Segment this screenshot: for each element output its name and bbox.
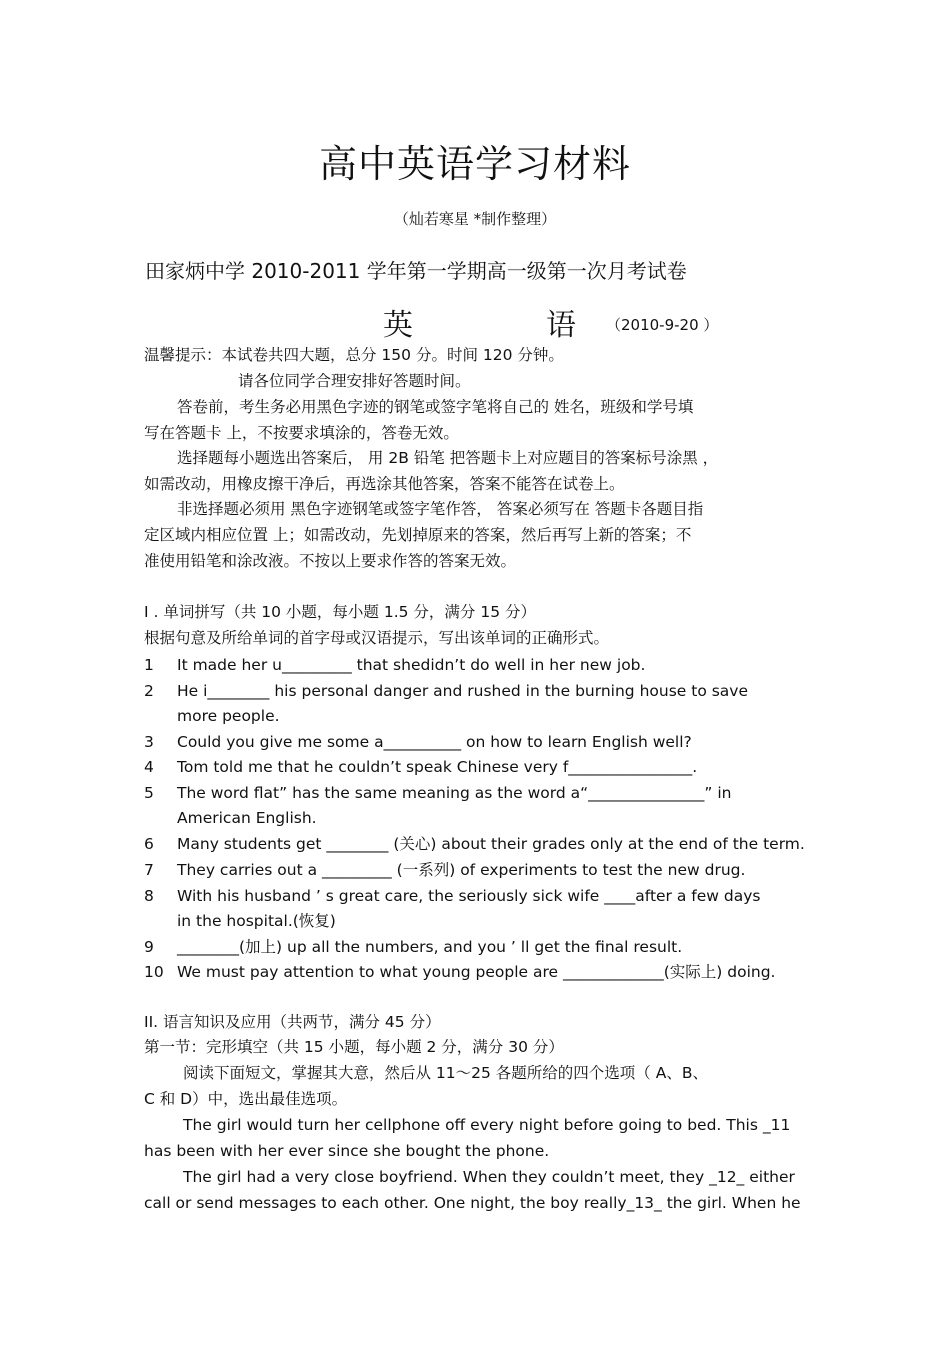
question-text: Tom told me that he couldn’t speak Chinese very f________________.: [177, 758, 698, 776]
question-text: They carries out a _________ (一系列) of experiments to test the new drug.: [177, 861, 746, 879]
question-number: 3: [144, 733, 154, 751]
notice-line: 请各位同学合理安排好答题时间。: [238, 372, 471, 390]
document-subtitle: （灿若寒星 *制作整理）: [393, 210, 557, 228]
passage-line: has been with her ever since she bought the phone.: [144, 1142, 550, 1160]
question-text: He i________ his personal danger and rushed in the burning house to save: [177, 682, 749, 700]
passage-line: The girl had a very close boyfriend. When they couldn’t meet, they _12_ either: [183, 1168, 795, 1186]
question-text: We must pay attention to what young people are _____________(实际上) doing.: [177, 963, 776, 981]
question-text: The word flat” has the same meaning as the word a“_______________” in: [177, 784, 732, 802]
question-number: 4: [144, 758, 154, 776]
question-number: 5: [144, 784, 154, 802]
notice-line: 准使用铅笔和涂改液。不按以上要求作答的答案无效。: [144, 552, 517, 570]
question-number: 1: [144, 656, 154, 674]
section2-instruction: 阅读下面短文，掌握其大意，然后从 11～25 各题所给的四个选项（ A、B、: [183, 1064, 708, 1082]
question-text: ________(加上) up all the numbers, and you ’ ll get the final result.: [177, 938, 683, 956]
subject-char-2: 语: [546, 308, 576, 343]
section1-heading: I . 单词拼写（共 10 小题，每小题 1.5 分，满分 15 分）: [144, 603, 537, 621]
section2-instruction: C 和 D）中，选出最佳选项。: [144, 1090, 348, 1108]
question-text-continued: more people.: [177, 707, 280, 725]
notice-line: 答卷前，考生务必用黑色字迹的钢笔或签字笔将自己的 姓名，班级和学号填: [177, 398, 694, 416]
notice-line: 选择题每小题选出答案后， 用 2B 铅笔 把答题卡上对应题目的答案标号涂黑 ，: [177, 449, 719, 467]
subject-char-1: 英: [383, 308, 413, 343]
question-number: 2: [144, 682, 154, 700]
question-number: 9: [144, 938, 154, 956]
question-text: Many students get ________ (关心) about their grades only at the end of the term.: [177, 835, 805, 853]
question-number: 10: [144, 963, 164, 981]
section1-instruction: 根据句意及所给单词的首字母或汉语提示，写出该单词的正确形式。: [144, 629, 610, 647]
notice-line: 定区域内相应位置 上；如需改动，先划掉原来的答案，然后再写上新的答案；不: [144, 526, 692, 544]
section2-heading: II. 语言知识及应用（共两节，满分 45 分）: [144, 1013, 441, 1031]
question-text-continued: American English.: [177, 809, 317, 827]
passage-line: call or send messages to each other. One night, the boy really_13_ the girl. When he: [144, 1194, 801, 1212]
question-number: 8: [144, 887, 154, 905]
notice-line: 温馨提示：本试卷共四大题，总分 150 分。时间 120 分钟。: [144, 346, 564, 364]
school-exam-line: 田家炳中学 2010-2011 学年第一学期高一级第一次月考试卷: [145, 259, 687, 283]
question-text: Could you give me some a__________ on how to learn English well?: [177, 733, 692, 751]
notice-line: 写在答题卡 上，不按要求填涂的，答卷无效。: [144, 424, 459, 442]
notice-line: 如需改动，用橡皮擦干净后，再选涂其他答案，答案不能答在试卷上。: [144, 475, 625, 493]
question-text: With his husband ’ s great care, the seriously sick wife ____after a few days: [177, 887, 761, 905]
question-number: 7: [144, 861, 154, 879]
exam-date: （2010-9-20 ）: [606, 316, 719, 334]
passage-line: The girl would turn her cellphone off every night before going to bed. This _11: [183, 1116, 791, 1134]
question-text: It made her u_________ that shedidn’t do well in her new job.: [177, 656, 646, 674]
question-number: 6: [144, 835, 154, 853]
document-title: 高中英语学习材料: [318, 142, 631, 186]
notice-line: 非选择题必须用 黑色字迹钢笔或签字笔作答， 答案必须写在 答题卡各题目指: [177, 500, 704, 518]
question-text-continued: in the hospital.(恢复): [177, 912, 336, 930]
section2-part1-heading: 第一节：完形填空（共 15 小题，每小题 2 分，满分 30 分）: [144, 1038, 564, 1056]
